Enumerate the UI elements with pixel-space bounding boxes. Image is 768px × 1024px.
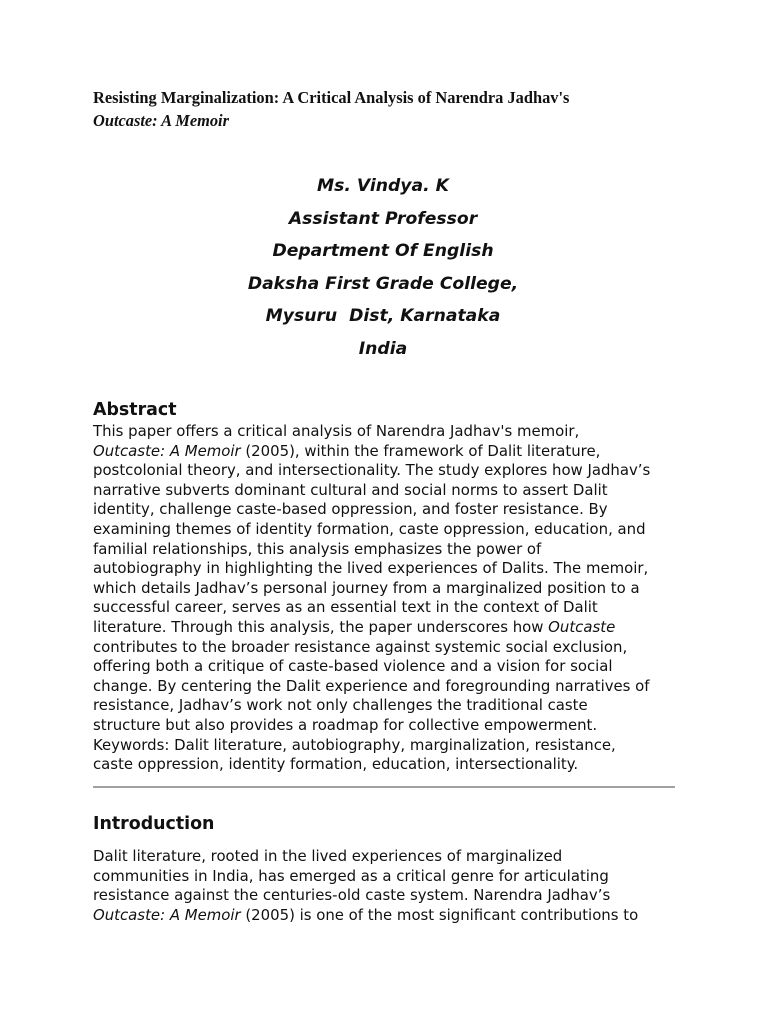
keywords-line: Keywords: Dalit literature, autobiography, marginalization, resistance, xyxy=(93,735,616,754)
author-position: Assistant Professor xyxy=(288,208,478,229)
introduction-line: communities in India, has emerged as a critical genre for articulating xyxy=(93,866,609,885)
book-title-italic: Outcaste: A Memoir xyxy=(93,905,241,924)
book-title-italic: Outcaste: A Memoir xyxy=(93,441,241,460)
paper-title-line1: Resisting Marginalization: A Critical Analysis of Narendra Jadhav's xyxy=(93,88,570,107)
abstract-line: postcolonial theory, and intersectionality. The study explores how Jadhav’s xyxy=(93,461,651,480)
abstract-line: successful career, serves as an essential text in the context of Dalit xyxy=(93,598,598,617)
introduction-body xyxy=(93,847,683,925)
abstract-body xyxy=(93,422,683,775)
abstract-text: literature. Through this analysis, the paper underscores how xyxy=(93,617,549,636)
author-department: Department Of English xyxy=(272,241,494,262)
introduction-line: resistance against the centuries-old caste system. Narendra Jadhav’s xyxy=(93,886,611,905)
abstract-line xyxy=(93,618,683,638)
abstract-line: which details Jadhav’s personal journey from a marginalized position to a xyxy=(93,578,640,597)
introduction-line: Dalit literature, rooted in the lived experiences of marginalized xyxy=(93,847,563,865)
author-location: Mysuru Dist, Karnataka xyxy=(265,306,501,327)
abstract-line: contributes to the broader resistance against systemic social exclusion, xyxy=(93,637,628,656)
abstract-line: structure but also provides a roadmap for collective empowerment. xyxy=(93,715,598,734)
author-block xyxy=(93,170,673,366)
paper-title-line2: Outcaste: A Memoir xyxy=(93,111,229,130)
abstract-line: change. By centering the Dalit experience and foregrounding narratives of xyxy=(93,676,650,695)
paper-title xyxy=(93,86,678,132)
abstract-line: narrative subverts dominant cultural and social norms to assert Dalit xyxy=(93,480,608,499)
author-college: Daksha First Grade College, xyxy=(247,273,519,294)
abstract-line: offering both a critique of caste-based violence and a vision for social xyxy=(93,657,613,676)
book-title-italic: Outcaste xyxy=(548,617,616,636)
abstract-line: autobiography in highlighting the lived experiences of Dalits. The memoir, xyxy=(93,559,649,578)
introduction-text: (2005) is one of the most significant contributions to xyxy=(240,905,639,924)
abstract-line: resistance, Jadhav’s work not only challenges the traditional caste xyxy=(93,696,588,715)
abstract-line: familial relationships, this analysis emphasizes the power of xyxy=(93,539,542,558)
abstract-heading: Abstract xyxy=(93,400,177,420)
keywords-line: caste oppression, identity formation, education, intersectionality. xyxy=(93,755,579,774)
author-name: Ms. Vindya. K xyxy=(317,176,449,196)
introduction-heading: Introduction xyxy=(93,814,215,834)
abstract-text: (2005), within the framework of Dalit literature, xyxy=(240,441,601,460)
abstract-line: identity, challenge caste-based oppression, and foster resistance. By xyxy=(93,500,608,519)
introduction-line xyxy=(93,906,683,926)
abstract-line xyxy=(93,442,683,462)
author-country: India xyxy=(358,338,408,359)
abstract-line: examining themes of identity formation, caste oppression, education, and xyxy=(93,519,646,538)
abstract-line: This paper offers a critical analysis of Narendra Jadhav's memoir, xyxy=(93,422,580,440)
section-divider xyxy=(93,786,675,788)
